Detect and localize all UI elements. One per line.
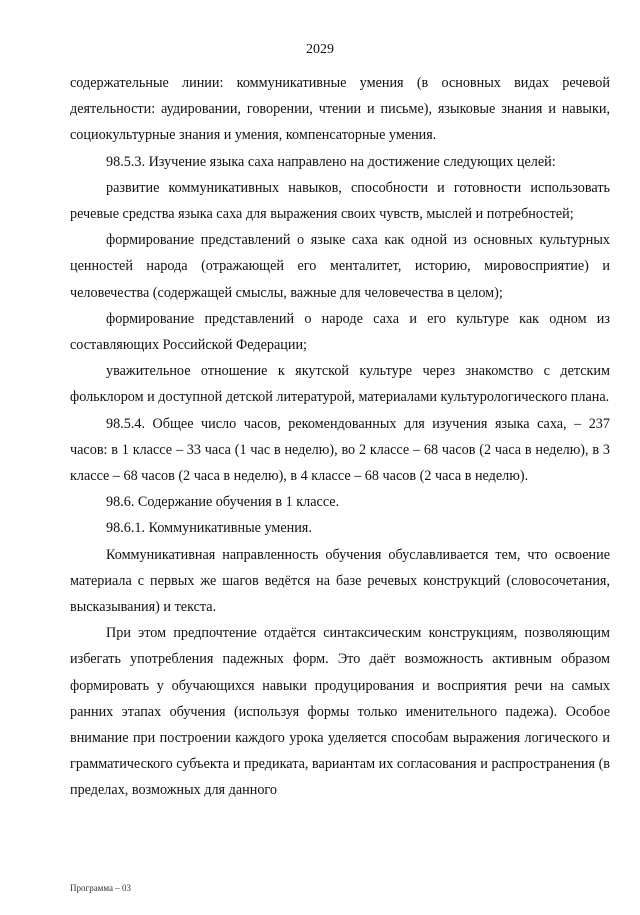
page-number: 2029 bbox=[306, 42, 334, 57]
paragraph-goal-respect: уважительное отношение к якутской культуре через знакомство с детским фольклором и доступной детской литературой, материалами культурологического плана. bbox=[70, 363, 610, 406]
paragraph-goal-communication: развитие коммуникативных навыков, способности и готовности использовать речевые средства языка саха для выражения своих чувств, мыслей и потребностей; bbox=[70, 179, 610, 223]
paragraph-syntactic-constructions: При этом предпочтение отдаётся синтаксическим конструкциям, позволяющим избегать употребления падежных форм. Это даёт возможность активным образом формировать у обучающихся навыки продуцирования и восприятия речи на самых ранних этапах обучения (используя формы только именительного падежа). Особое внимание при построении каждого урока уделяется способам выражения логического и грамматического субъекта и предиката, вариантам их согласования и распространения (в пределах, возможных для данного bbox=[70, 625, 610, 799]
paragraph-goal-people-culture: формирование представлений о народе саха и его культуре как одном из составляющих Российской Федерации; bbox=[70, 310, 610, 354]
document-body bbox=[70, 70, 610, 804]
paragraph-goal-language-values: формирование представлений о языке саха как одной из основных культурных ценностей народа (отражающей его менталитет, историю, мировосприятие) и человечества (содержащей смыслы, важные для человечества в целом); bbox=[70, 232, 610, 301]
paragraph-content-lines: содержательные линии: коммуникативные умения (в основных видах речевой деятельности: аудировании, говорении, чтении и письме), языковые знания и навыки, социокультурные знания и умения, компенсаторные умения. bbox=[70, 75, 610, 144]
paragraph-98-6: 98.6. Содержание обучения в 1 классе. bbox=[106, 494, 340, 511]
paragraph-communicative-orientation: Коммуникативная направленность обучения обуславливается тем, что освоение материала с первых же шагов ведётся на базе речевых конструкций (словосочетания, высказывания) и текста. bbox=[70, 546, 610, 616]
footer-program-label: Программа – 03 bbox=[70, 883, 132, 893]
paragraph-98-5-4: 98.5.4. Общее число часов, рекомендованных для изучения языка саха, – 237 часов: в 1 классе – 33 часа (1 час в неделю), во 2 классе – 68 часов (2 часа в неделю), в 3 классе – 68 часов (2 часа в неделю), в 4 классе – 68 часов (2 часа в неделю). bbox=[70, 415, 610, 485]
paragraph-98-6-1: 98.6.1. Коммуникативные умения. bbox=[106, 520, 312, 537]
paragraph-98-5-3: 98.5.3. Изучение языка саха направлено на достижение следующих целей: bbox=[106, 153, 556, 170]
